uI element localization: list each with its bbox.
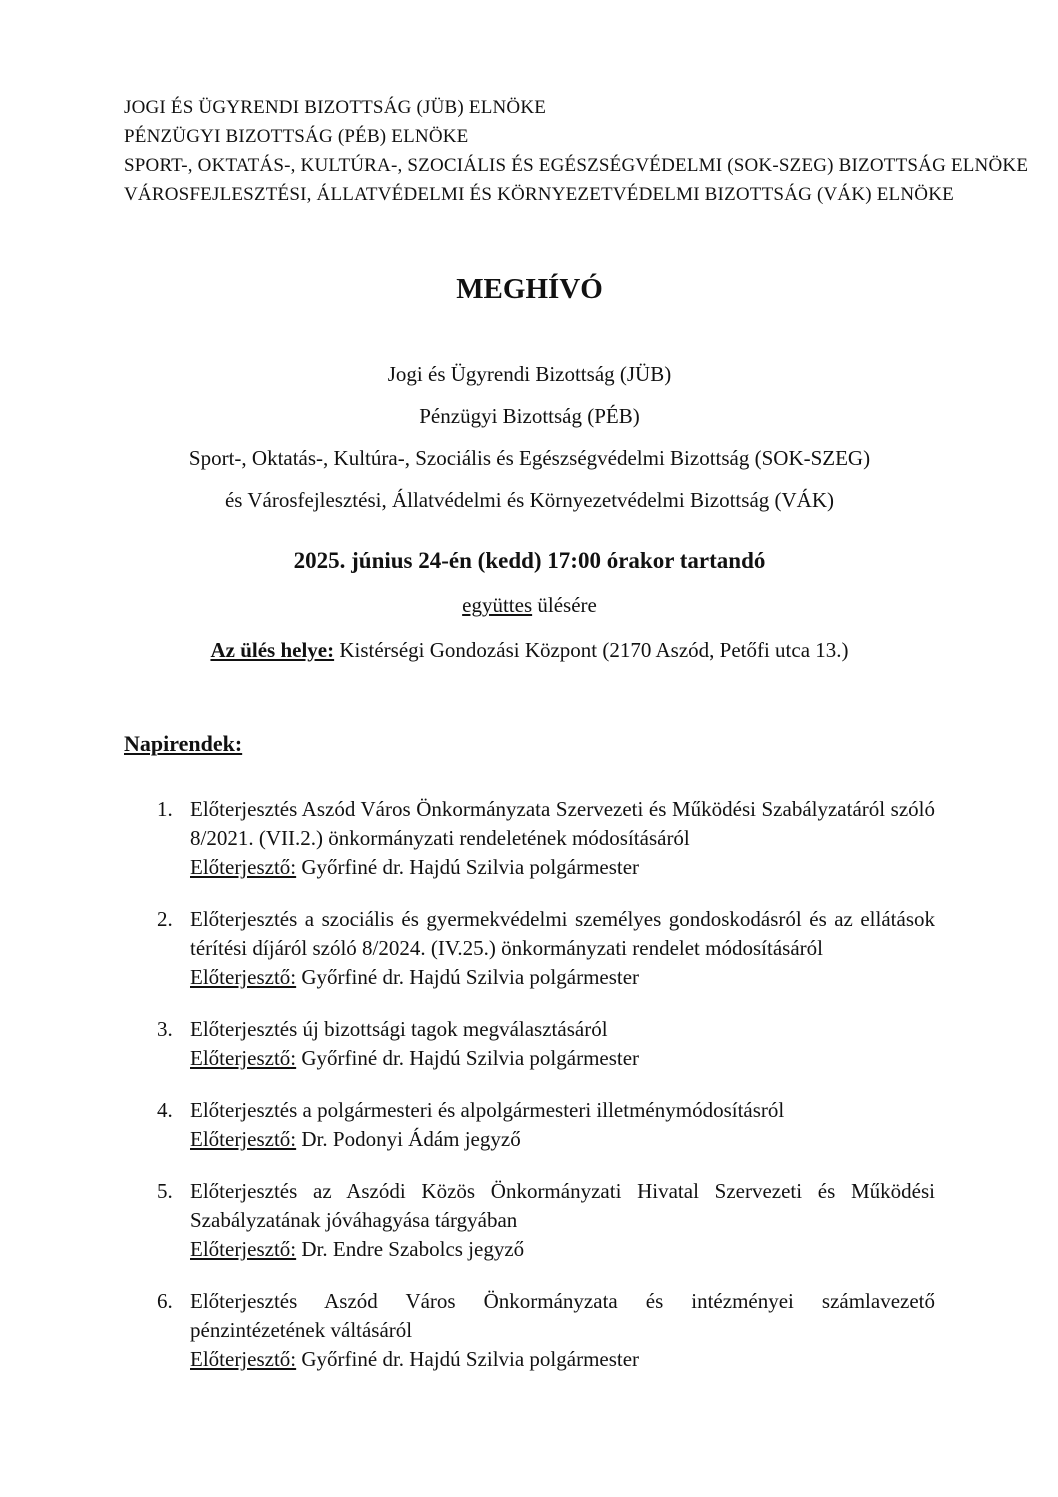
agenda-item-text: Előterjesztés a szociális és gyermekvédelmi személyes gondoskodásról és az ellátások térítési díjáról szóló 8/2024. (IV.25.) önkormányzati rendelet módosításáról: [190, 907, 935, 960]
agenda-item-text: Előterjesztés a polgármesteri és alpolgármesteri illetménymódosításról: [190, 1098, 785, 1122]
meeting-session-line: [124, 591, 935, 620]
meeting-datetime: 2025. június 24-én (kedd) 17:00 órakor tartandó: [293, 548, 766, 573]
presenter-label: Előterjesztő:: [190, 1237, 297, 1261]
agenda-item-text: Előterjesztés Aszód Város Önkormányzata Szervezeti és Működési Szabályzatáról szóló 8/2021. (VII.2.) önkormányzati rendeletének módosításáról: [190, 797, 935, 850]
presenter-label: Előterjesztő:: [190, 965, 297, 989]
presenter-line: [190, 853, 935, 882]
agenda-item: [124, 1096, 935, 1154]
agenda-item: [124, 1177, 935, 1264]
committee-line-vak: és Városfejlesztési, Állatvédelmi és Környezetvédelmi Bizottság (VÁK): [224, 488, 834, 512]
committee-list: [124, 353, 935, 521]
agenda-item-number: 3.: [157, 1017, 173, 1041]
location-label: Az ülés helye:: [210, 638, 335, 662]
agenda-item-body: [190, 905, 935, 992]
presenter-name: Győrfiné dr. Hajdú Szilvia polgármester: [296, 855, 640, 879]
agenda-item: [124, 905, 935, 992]
letterhead: [124, 93, 1029, 209]
session-type-underlined: együttes: [462, 593, 533, 617]
agenda-heading: Napirendek:: [124, 731, 243, 756]
agenda-item: [124, 1015, 935, 1073]
presenter-line: [190, 1125, 935, 1154]
agenda-item-text: Előterjesztés új bizottsági tagok megválasztásáról: [190, 1017, 608, 1041]
presenter-line: [190, 1044, 935, 1073]
agenda-item: [124, 1287, 935, 1374]
presenter-label: Előterjesztő:: [190, 1347, 297, 1371]
agenda-item-body: [190, 1177, 935, 1264]
presenter-name: Dr. Podonyi Ádám jegyző: [296, 1127, 521, 1151]
letterhead-line-sok-szeg: SPORT-, OKTATÁS-, KULTÚRA-, SZOCIÁLIS ÉS EGÉSZSÉGVÉDELMI (SOK-SZEG) BIZOTTSÁG ELNÖKE: [124, 155, 1029, 176]
agenda-item: [124, 795, 935, 882]
presenter-name: Győrfiné dr. Hajdú Szilvia polgármester: [296, 1046, 640, 1070]
presenter-line: [190, 1235, 935, 1264]
presenter-line: [190, 1345, 935, 1374]
agenda-item-body: [190, 795, 935, 882]
presenter-name: Győrfiné dr. Hajdú Szilvia polgármester: [296, 1347, 640, 1371]
presenter-label: Előterjesztő:: [190, 855, 297, 879]
committee-line-peb: Pénzügyi Bizottság (PÉB): [419, 404, 640, 428]
document-title: MEGHÍVÓ: [456, 273, 603, 305]
committee-line-jub: Jogi és Ügyrendi Bizottság (JÜB): [387, 362, 672, 386]
presenter-name: Győrfiné dr. Hajdú Szilvia polgármester: [296, 965, 640, 989]
agenda-item-number: 5.: [157, 1179, 173, 1203]
agenda-item-number: 2.: [157, 907, 173, 931]
agenda-item-number: 6.: [157, 1289, 173, 1313]
agenda-item-body: [190, 1015, 935, 1073]
location-value: Kistérségi Gondozási Központ (2170 Aszód, Petőfi utca 13.): [334, 638, 849, 662]
agenda-item-number: 4.: [157, 1098, 173, 1122]
presenter-label: Előterjesztő:: [190, 1127, 297, 1151]
session-rest: ülésére: [532, 593, 597, 617]
presenter-name: Dr. Endre Szabolcs jegyző: [296, 1237, 525, 1261]
presenter-label: Előterjesztő:: [190, 1046, 297, 1070]
committee-line-sok-szeg: Sport-, Oktatás-, Kultúra-, Szociális és Egészségvédelmi Bizottság (SOK-SZEG): [188, 446, 871, 470]
presenter-line: [190, 963, 935, 992]
letterhead-line-peb: PÉNZÜGYI BIZOTTSÁG (PÉB) ELNÖKE: [124, 126, 469, 147]
letterhead-line-jub: JOGI ÉS ÜGYRENDI BIZOTTSÁG (JÜB) ELNÖKE: [124, 97, 547, 118]
agenda-item-text: Előterjesztés az Aszódi Közös Önkormányzati Hivatal Szervezeti és Működési Szabályzatának jóváhagyása tárgyában: [190, 1179, 935, 1232]
agenda-item-body: [190, 1287, 935, 1374]
agenda-list: [124, 795, 935, 1374]
agenda-item-number: 1.: [157, 797, 173, 821]
meeting-location: [124, 636, 935, 665]
agenda-item-body: [190, 1096, 935, 1154]
agenda-item-text: Előterjesztés Aszód Város Önkormányzata és intézményei számlavezető pénzintézetének váltásáról: [190, 1289, 935, 1342]
letterhead-line-vak: VÁROSFEJLESZTÉSI, ÁLLATVÉDELMI ÉS KÖRNYEZETVÉDELMI BIZOTTSÁG (VÁK) ELNÖKE: [124, 184, 954, 205]
